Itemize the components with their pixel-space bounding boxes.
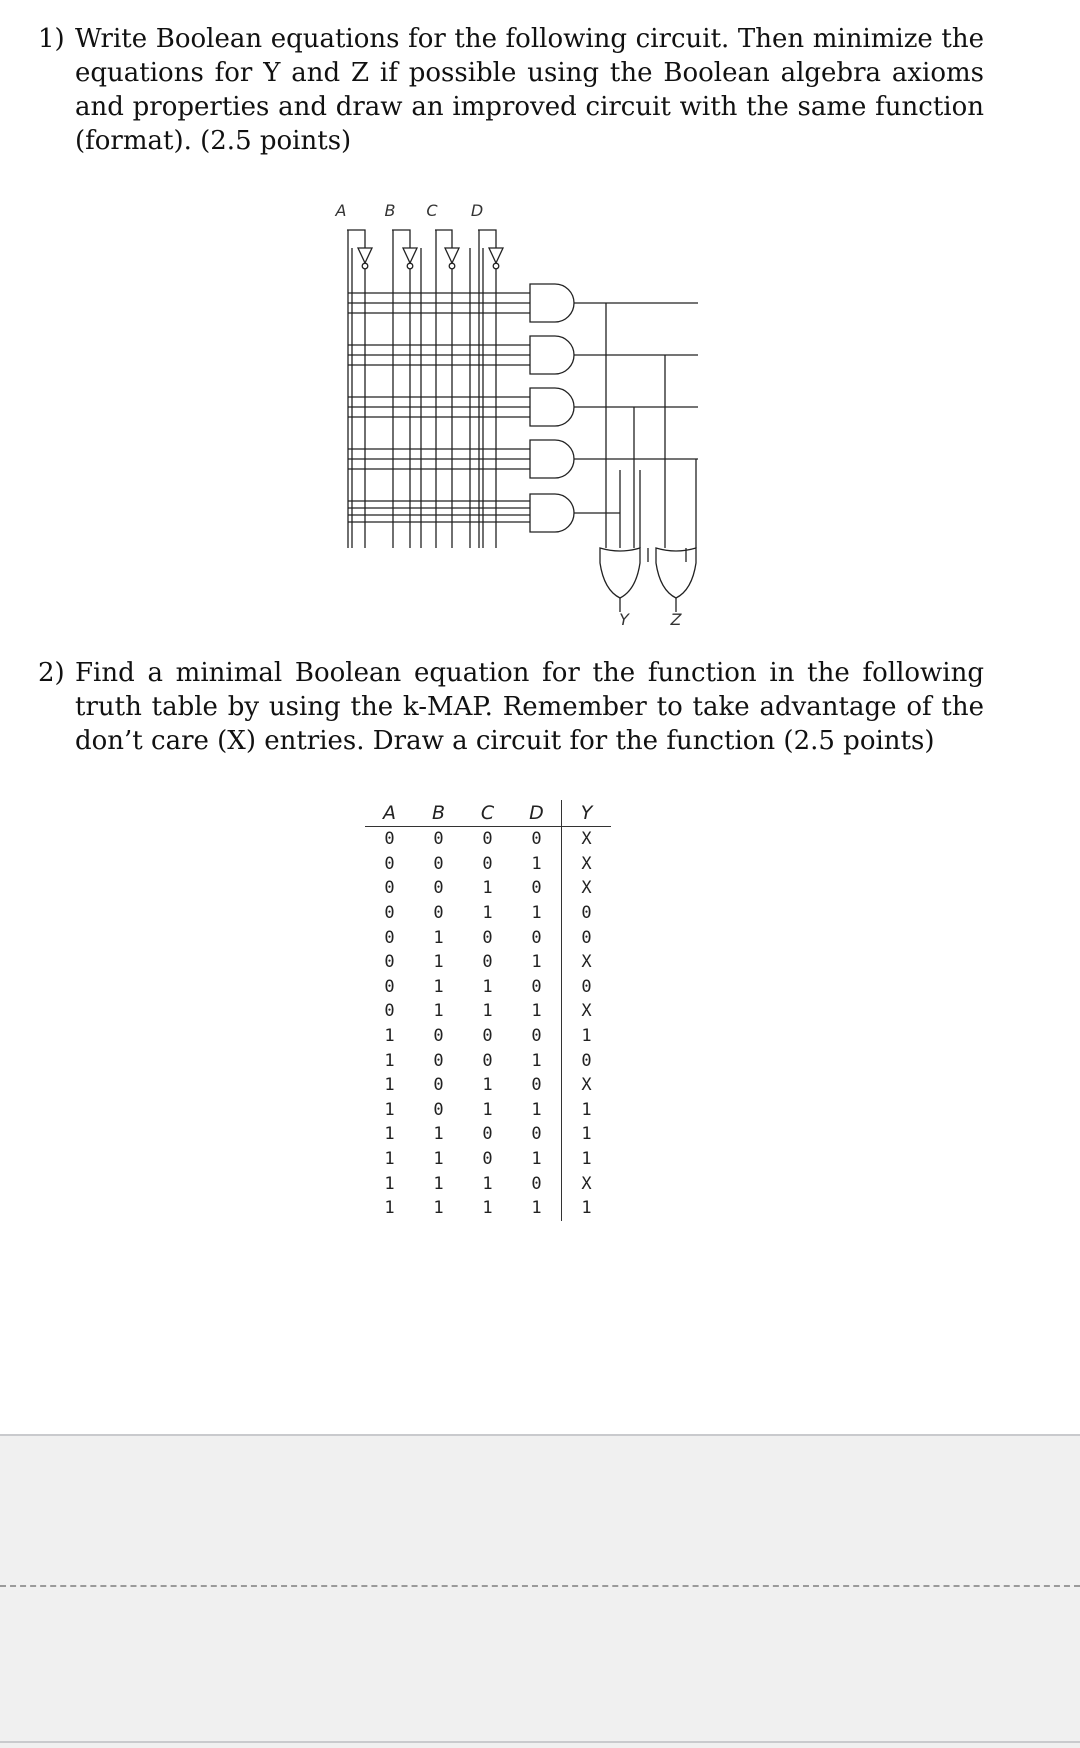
cell-a: 1 — [384, 1198, 395, 1219]
and-gates — [530, 284, 574, 532]
cell-a: 0 — [384, 927, 395, 948]
cell-y: 0 — [562, 925, 612, 950]
cell-d: 1 — [531, 1050, 542, 1071]
cell-a: 1 — [384, 1149, 395, 1170]
cell-d: 0 — [531, 927, 542, 948]
cell-a: 1 — [384, 1050, 395, 1071]
header-d: D — [512, 800, 562, 827]
cell-y: 1 — [562, 1098, 612, 1123]
answer-area[interactable] — [0, 1434, 1080, 1748]
cell-d: 1 — [531, 1001, 542, 1022]
table-row — [365, 852, 611, 877]
question-1-number: 1) — [38, 24, 65, 54]
question-2 — [38, 656, 984, 758]
header-y: Y — [562, 800, 612, 827]
truth-table-header-row — [365, 800, 611, 827]
cell-d: 1 — [531, 1198, 542, 1219]
cell-c: 1 — [482, 878, 493, 899]
cell-a: 1 — [384, 1124, 395, 1145]
cell-y: 1 — [562, 1147, 612, 1172]
header-c: C — [463, 800, 512, 827]
cell-c: 1 — [482, 976, 493, 997]
question-1 — [38, 22, 984, 158]
cell-c: 1 — [482, 1099, 493, 1120]
cell-y: X — [562, 1073, 612, 1098]
truth-table — [365, 800, 611, 1221]
cell-d: 0 — [531, 878, 542, 899]
cell-d: 0 — [531, 1173, 542, 1194]
table-row — [365, 827, 611, 852]
cell-c: 1 — [482, 1001, 493, 1022]
cell-b: 0 — [433, 878, 444, 899]
gate-input-wires — [348, 293, 530, 522]
cell-d: 1 — [531, 903, 542, 924]
cell-d: 0 — [531, 829, 542, 850]
table-row — [365, 1073, 611, 1098]
cell-c: 1 — [482, 1198, 493, 1219]
cell-d: 0 — [531, 1075, 542, 1096]
cell-c: 0 — [482, 829, 493, 850]
table-row — [365, 1024, 611, 1049]
table-row — [365, 1122, 611, 1147]
dashed-divider — [0, 1585, 1080, 1587]
cell-b: 1 — [433, 1173, 444, 1194]
table-row — [365, 925, 611, 950]
cell-c: 0 — [482, 1124, 493, 1145]
cell-y: 1 — [562, 1024, 612, 1049]
input-inverters — [347, 230, 503, 548]
gate-output-wires — [574, 303, 698, 562]
cell-y: 1 — [562, 1122, 612, 1147]
cell-a: 1 — [384, 1026, 395, 1047]
cell-b: 0 — [433, 853, 444, 874]
cell-b: 1 — [433, 1124, 444, 1145]
cell-c: 0 — [482, 952, 493, 973]
cell-c: 0 — [482, 927, 493, 948]
cell-c: 0 — [482, 1050, 493, 1071]
input-label-b: B — [384, 201, 396, 220]
cell-y: X — [562, 827, 612, 852]
cell-d: 1 — [531, 1099, 542, 1120]
cell-a: 0 — [384, 829, 395, 850]
cell-y: X — [562, 1171, 612, 1196]
cell-c: 1 — [482, 1075, 493, 1096]
table-row — [365, 999, 611, 1024]
cell-c: 1 — [482, 1173, 493, 1194]
cell-d: 0 — [531, 1124, 542, 1145]
cell-y: X — [562, 852, 612, 877]
cell-b: 1 — [433, 976, 444, 997]
truth-table-body — [365, 827, 611, 1221]
table-row — [365, 1048, 611, 1073]
cell-b: 0 — [433, 1050, 444, 1071]
cell-a: 0 — [384, 878, 395, 899]
question-2-number: 2) — [38, 658, 65, 688]
cell-a: 1 — [384, 1099, 395, 1120]
table-row — [365, 1098, 611, 1123]
table-row — [365, 876, 611, 901]
cell-b: 0 — [433, 1026, 444, 1047]
cell-y: X — [562, 876, 612, 901]
cell-a: 1 — [384, 1075, 395, 1096]
table-row — [365, 975, 611, 1000]
cell-b: 1 — [433, 927, 444, 948]
input-label-a: A — [335, 201, 347, 220]
cell-b: 0 — [433, 1099, 444, 1120]
question-2-text: Find a minimal Boolean equation for the function in the following truth table by using the k-MAP. Remember to take advantage of the don’t care (X) entries. Draw a circuit for the function (2.5 points) — [75, 658, 984, 756]
cell-y: X — [562, 950, 612, 975]
question-1-text: Write Boolean equations for the following circuit. Then minimize the equations for Y and Z if possible using the Boolean algebra axioms and properties and draw an improved circuit with the same function (format). (2.5 points) — [75, 24, 984, 156]
cell-y: 0 — [562, 975, 612, 1000]
cell-b: 0 — [433, 829, 444, 850]
cell-a: 1 — [384, 1173, 395, 1194]
bottom-divider — [0, 1741, 1080, 1743]
cell-d: 1 — [531, 952, 542, 973]
cell-c: 1 — [482, 903, 493, 924]
cell-c: 0 — [482, 853, 493, 874]
table-row — [365, 901, 611, 926]
table-row — [365, 1147, 611, 1172]
table-row — [365, 1171, 611, 1196]
table-row — [365, 950, 611, 975]
cell-d: 0 — [531, 976, 542, 997]
cell-c: 0 — [482, 1026, 493, 1047]
table-row — [365, 1196, 611, 1221]
cell-b: 1 — [433, 1198, 444, 1219]
cell-y: 1 — [562, 1196, 612, 1221]
logic-circuit-diagram — [330, 195, 710, 635]
output-label-z: Z — [670, 610, 682, 629]
cell-b: 0 — [433, 1075, 444, 1096]
cell-a: 0 — [384, 1001, 395, 1022]
cell-a: 0 — [384, 952, 395, 973]
cell-a: 0 — [384, 903, 395, 924]
cell-b: 1 — [433, 1001, 444, 1022]
output-label-y: Y — [619, 610, 629, 629]
cell-b: 1 — [433, 1149, 444, 1170]
cell-b: 1 — [433, 952, 444, 973]
cell-a: 0 — [384, 853, 395, 874]
cell-y: 0 — [562, 1048, 612, 1073]
cell-y: 0 — [562, 901, 612, 926]
cell-d: 1 — [531, 853, 542, 874]
header-b: B — [414, 800, 463, 827]
cell-y: X — [562, 999, 612, 1024]
input-label-d: D — [470, 201, 484, 220]
cell-d: 0 — [531, 1026, 542, 1047]
cell-c: 0 — [482, 1149, 493, 1170]
cell-d: 1 — [531, 1149, 542, 1170]
cell-b: 0 — [433, 903, 444, 924]
cell-a: 0 — [384, 976, 395, 997]
header-a: A — [365, 800, 414, 827]
input-label-c: C — [426, 201, 438, 220]
